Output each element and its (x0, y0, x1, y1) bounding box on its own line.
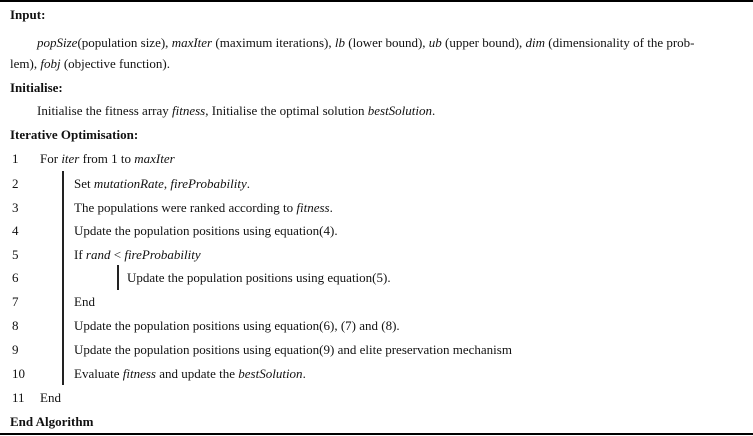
line-number-6: 6 (12, 270, 19, 285)
loop-scope-bar (62, 171, 64, 385)
init-heading: Initialise: (10, 80, 63, 95)
line-number-2: 2 (12, 176, 19, 191)
line-number-4: 4 (12, 223, 19, 238)
step-10: Evaluate fitness and update the bestSolution. (74, 366, 306, 381)
input-heading: Input: (10, 7, 46, 22)
line-number-3: 3 (12, 200, 19, 215)
line-number-8: 8 (12, 318, 19, 333)
step-4: Update the population positions using equation(4). (74, 223, 338, 238)
line-number-9: 9 (12, 342, 19, 357)
input-line-1: popSize(population size), maxIter (maximum iterations), lb (lower bound), ub (upper bound), dim (dimensionality of the prob- (37, 35, 695, 50)
step-6: Update the population positions using equation(5). (127, 270, 391, 285)
bottom-rule (0, 433, 753, 435)
step-8: Update the population positions using equation(6), (7) and (8). (74, 318, 400, 333)
input-line-2: lem), fobj (objective function). (10, 56, 170, 71)
line-number-1: 1 (12, 151, 19, 166)
line-number-11: 11 (12, 390, 25, 405)
line-number-5: 5 (12, 247, 19, 262)
step-9: Update the population positions using equation(9) and elite preservation mechanism (74, 342, 512, 357)
step-11: End (40, 390, 61, 405)
step-7: End (74, 294, 95, 309)
step-3: The populations were ranked according to fitness. (74, 200, 333, 215)
line-number-7: 7 (12, 294, 19, 309)
step-5: If rand < fireProbability (74, 247, 201, 262)
iter-heading: Iterative Optimisation: (10, 127, 139, 142)
if-scope-bar (117, 265, 119, 290)
end-algorithm-label: End Algorithm (10, 414, 94, 429)
line-number-10: 10 (12, 366, 25, 381)
step-1: For iter from 1 to maxIter (40, 151, 175, 166)
step-2: Set mutationRate, fireProbability. (74, 176, 250, 191)
top-rule (0, 0, 753, 2)
init-line: Initialise the fitness array fitness, Initialise the optimal solution bestSolution. (37, 103, 436, 118)
